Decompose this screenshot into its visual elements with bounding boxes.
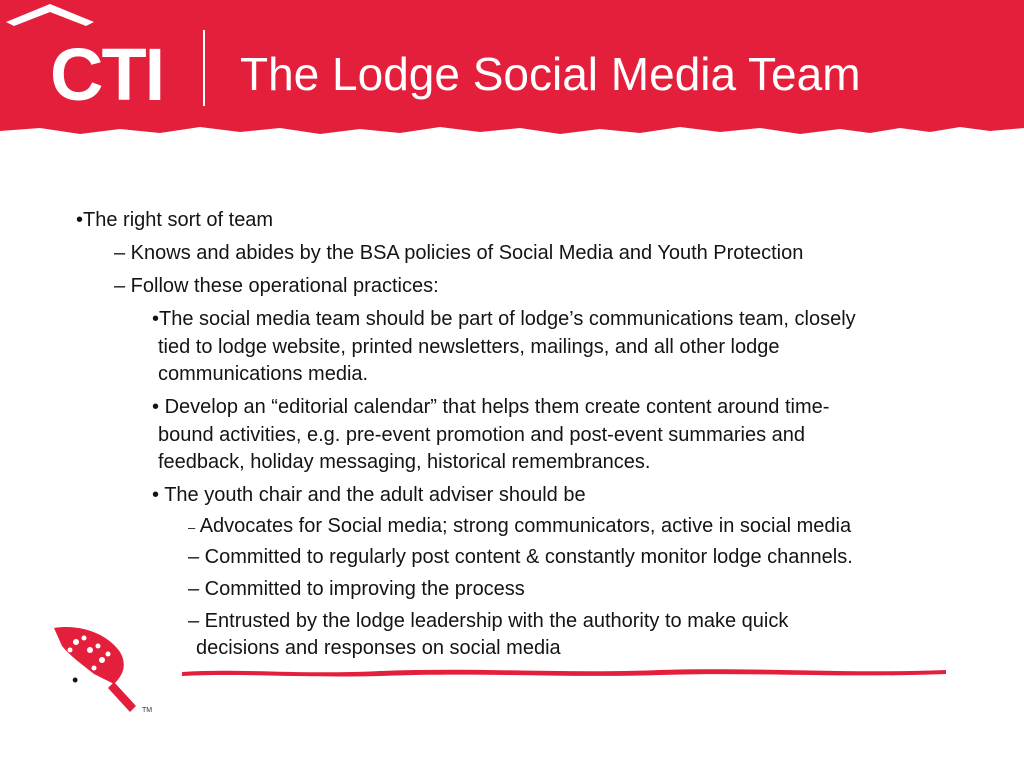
bullet-text: Committed to regularly post content & constantly monitor lodge channels. <box>199 546 853 568</box>
bullet-text: communications media. <box>158 363 369 385</box>
bullet-text: Knows and abides by the BSA policies of Social Media and Youth Protection <box>125 242 804 264</box>
bullet-text: decisions and responses on social media <box>196 637 561 659</box>
logo-roof-icon <box>0 0 100 30</box>
bullet-line <box>152 307 856 331</box>
continuation-line <box>196 636 561 660</box>
bullet-line <box>152 483 586 507</box>
sub-bullet-line <box>188 545 853 569</box>
bullet-text: The right sort of team <box>83 209 274 231</box>
arrowhead-emblem-icon <box>48 622 158 722</box>
dash-marker: – <box>114 275 126 297</box>
bullet-line <box>152 395 829 419</box>
continuation-line <box>158 450 650 474</box>
bullet-marker: • <box>76 209 84 231</box>
continuation-line <box>158 335 779 359</box>
bullet-line <box>114 241 803 265</box>
bullet-text: Follow these operational practices: <box>125 275 439 297</box>
bullet-marker: • <box>152 308 160 330</box>
bullet-text: tied to lodge website, printed newsletters, mailings, and all other lodge <box>158 336 780 358</box>
sub-bullet-line <box>188 609 788 633</box>
cti-logo: CTI <box>50 33 164 116</box>
bullet-marker: • <box>152 396 160 418</box>
brush-stroke-divider <box>180 664 950 680</box>
dash-marker: – <box>188 610 200 632</box>
header-divider <box>203 30 205 106</box>
dash-marker: – <box>188 520 196 535</box>
bullet-line <box>76 208 273 232</box>
page-title: The Lodge Social Media Team <box>240 48 861 100</box>
empty-bullet: • <box>72 670 79 690</box>
header-banner <box>0 0 1024 140</box>
bullet-marker: • <box>152 484 160 506</box>
dash-marker: – <box>114 242 126 264</box>
continuation-line <box>158 362 368 386</box>
continuation-line <box>158 423 805 447</box>
bullet-text: Advocates for Social media; strong communicators, active in social media <box>195 515 852 537</box>
dash-marker: – <box>188 546 200 568</box>
bullet-text: Develop an “editorial calendar” that helps them create content around time- <box>159 396 830 418</box>
bullet-text: Entrusted by the lodge leadership with the authority to make quick <box>199 610 789 632</box>
bullet-text: The youth chair and the adult adviser should be <box>159 484 586 506</box>
trademark-mark: TM <box>142 707 153 714</box>
sub-bullet-line <box>188 514 851 540</box>
sub-bullet-line <box>188 577 525 601</box>
dash-marker: – <box>188 578 200 600</box>
bullet-text: feedback, holiday messaging, historical remembrances. <box>158 451 651 473</box>
bullet-line <box>114 274 439 298</box>
bullet-text: The social media team should be part of lodge’s communications team, closely <box>159 308 856 330</box>
bullet-text: bound activities, e.g. pre-event promotion and post-event summaries and <box>158 424 806 446</box>
bullet-text: Committed to improving the process <box>199 578 525 600</box>
